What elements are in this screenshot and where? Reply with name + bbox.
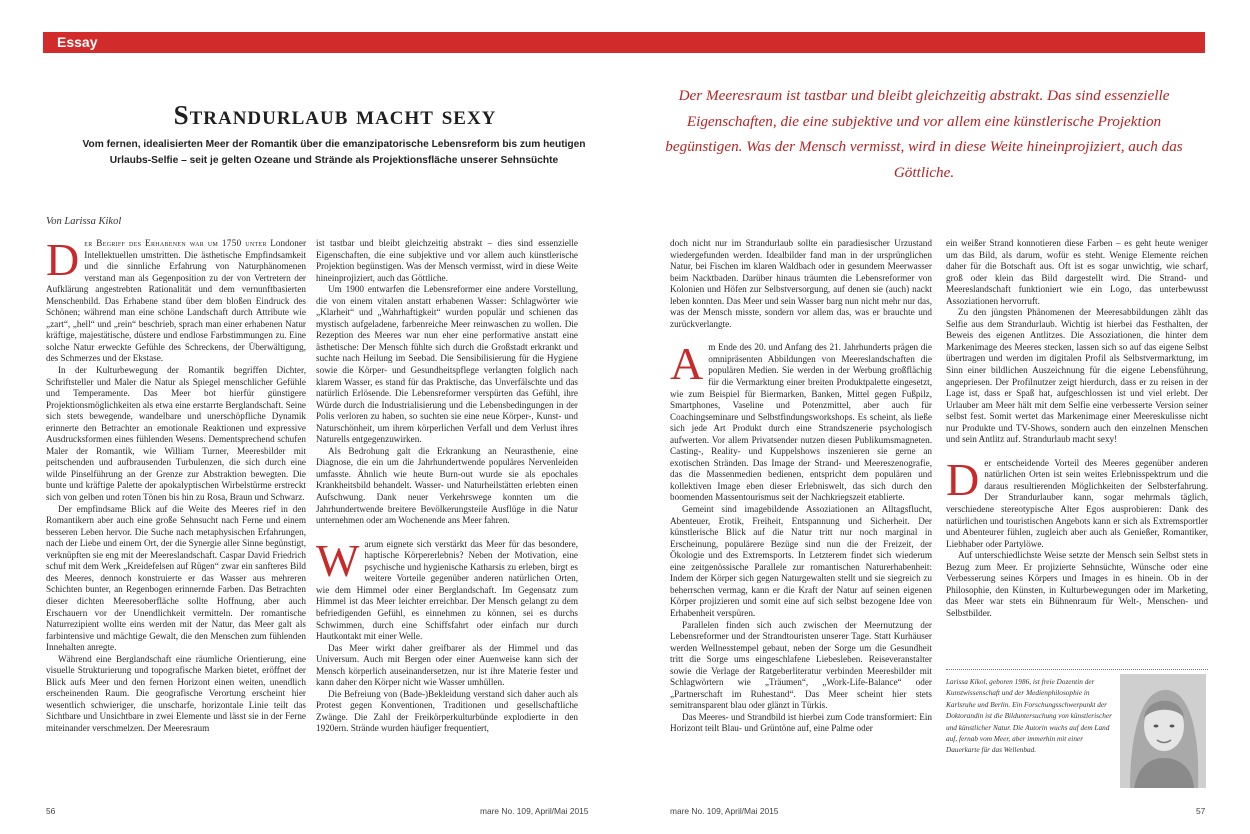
pull-quote: Der Meeresraum ist tastbar und bleibt gleichzeitig abstrakt. Das sind essenzielle Eigenschaften, die eine subjektive und vor allem eine künstlerische Projektion begünstigen. Was der Mensch vermisst, wird in diese Weite hineinprojiziert, auch das Göttliche. [665, 87, 1183, 181]
paragraph [46, 238, 306, 365]
paragraph: In der Kulturbewegung der Romantik begriffen Dichter, Schriftsteller und Maler die Natur als Spiegel menschlicher Gefühle und Temperamente. Das Meer bot hierfür günstigere Projektionsmöglichkeiten als etwa eine erstarrte Berglandschaft. Seine sich stets bewegende, wandelbare und unerschöpfliche Dynamik erinnerte den Betrachter an emotionale Reaktionen und expressive Ausdrucksformen eines fühlenden Wesens. Dementsprechend schufen Maler der Romantik, wie William Turner, Meeresbilder mit peitschenden und aufbrausenden Turbulenzen, die sich durch eine wilde Pinselführung an der Grenze zur Abstraktion bewegten. Die bunte und kräftige Palette der apokalyptischen Wirbelstürme erstreckt sich von gelben und roten Tönen bis hin zu Rosa, Braun und Schwarz. [46, 365, 306, 503]
drop-cap: D [946, 453, 980, 505]
text-column-3 [670, 238, 932, 798]
paragraph: Das Meeres- und Strandbild ist hierbei zum Code transformiert: Ein Horizont teilt Blau- und Grüntöne auf, eine Palme oder [670, 711, 932, 734]
paragraph: Die Befreiung von (Bade-)Bekleidung verstand sich daher auch als Protest gegen Konventionen, Traditionen und gesellschaftliche Zwänge. Die Zahl der Freikörperkulturbünde explodierte in den 1920ern. Strände wurden häufiger frequentiert, [316, 688, 578, 734]
drop-cap: W [316, 534, 360, 586]
paragraph: Auf unterschiedlichste Weise setzte der Mensch sein Selbst stets in Bezug zum Meer. Er projizierte Sehnsüchte, Wünsche oder eine Verbesserung seines Körpers und Images in es hinein. Ob in der Philosophie, den Künsten, in Kulturbewegungen oder im Marketing, das Meer war stets ein Bühnenraum für Welt-, Menschen- und Selbstbilder. [946, 550, 1208, 618]
paragraph [670, 338, 932, 504]
paragraph: ein weißer Strand konnotieren diese Farben – es geht heute weniger um das Bild, als darum, wofür es steht. Wenige Elemente reichen daher für die Botschaft aus. Oft ist es sogar unwichtig, wie scharf, groß oder klein das Bild dargestellt wird. Die Strand- und Meereslandschaft funktioniert wie ein Logo, das unterbewusst Assoziationen hervorruft. [946, 238, 1208, 306]
author-photo [1120, 674, 1206, 788]
article-subtitle: Vom fernen, idealisierten Meer der Romantik über die emanzipatorische Lebensreform bis zum heutigen Urlaubs-Selfie – seit je gelten Ozeane und Strände als Projektionsfläche unserer Sehnsüchte [82, 139, 586, 166]
lead-in: er Begriff des Erhabenen war um 1750 unter [84, 238, 267, 248]
drop-cap: D [46, 238, 80, 285]
section-header-bar [43, 32, 1205, 53]
text-column-1 [46, 238, 306, 798]
paragraph: Das Meer wirkt daher greifbarer als der Himmel und das Universum. Auch mit Bergen oder einer Auenweise kann sich der Mensch körperlich auseinandersetzen, nur ist ihre Materie fester und kann daher den Körper nicht wie Wasser umhüllen. [316, 642, 578, 688]
text-column-2 [316, 238, 578, 798]
author-bio: Larissa Kikol, geboren 1986, ist freie Dozentin der Kunstwissenschaft und der Medienphilosophie in Karlsruhe und Berlin. Ein Forschungsschwerpunkt der Doktorandin ist die Bilduntersuchung von künstlerischer und künstlicher Natur. Die Autorin wuchs auf dem Land auf, fernab vom Meer, aber immerhin mit einer Dauerkarte für das Wellenbad. [946, 677, 1112, 755]
page-number-left: 56 [46, 806, 56, 816]
paragraph: Um 1900 entwarfen die Lebensreformer eine andere Vorstellung, die von einem vitalen anstatt erhabenen Wasser: Schlagwörter wie „Klarheit“ und „Wahrhaftigkeit“ wurden populär und schienen das mystisch aufgeladene, farbenreiche Meer reinwaschen zu wollen. Die Rezeption des Meeres war nun eher eine performative anstatt eine ästhetische: Der Mensch fühlte sich durch die Großstadt erkrankt und suchte nach Heilung im Seebad. Die Sensibilisierung für die Hygiene sowie die Körper- und Gesundheitspflege verlangten folglich nach klarem Wasser, es stand für das Praktische, das Unverfälschte und das natürlich Erlösende. Die Lebensreformer verspürten das Gefühl, ihre Würde durch die Industrialisierung und die Lebensbedingungen in der Polis verloren zu haben, so suchten sie eine neue Körper-, Kunst- und Naturschönheit, um ihrem körperlichen Verfall und dem Verlust ihres Naturells entgegenzuwirken. [316, 284, 578, 445]
paragraph: Der empfindsame Blick auf die Weite des Meeres rief in den Romantikern aber auch eine große Sehnsucht nach Ferne und einem besseren Leben hervor. Die Suche nach metaphysischen Erfahrungen, nach der Liebe und einem Ort, der die Synergie aller Sinne begünstigt, verknüpften sie eng mit der Meereslandschaft. Caspar David Friedrich schuf mit dem Werk „Kreidefelsen auf Rügen“ zwar ein sanfteres Bild des Meeres, dennoch konstruierte er das Wasser aus mehreren Schichten bunter, an Regenbogen erinnernde Farben. Das Betrachten dieser dichten Meeresoberfläche sollte Hoffnung, aber auch Erschauern vor der Unendlichkeit vermitteln. Der romantische Naturrezipient wollte eins werden mit der Natur, das Meer galt als farbintensive und mächtige Gewalt, die den Menschen zum fühlenden Innehalten anregte. [46, 503, 306, 653]
paragraph-text: m Ende des 20. und Anfang des 21. Jahrhunderts prägen die omnipräsenten Abbildungen von Meereslandschaften die populären Medien. Sie werden in der Werbung großflächig für die Vermarktung einer breiten Produktpalette eingesetzt, wie zum Beispiel für Biermarken, Banken, Mittel gegen Fußpilz, Smartphones, Vaseline und Potenzmittel, aber auch für Coachingseminare und Selbstfindungsworkshops. Es scheint, als ließe sich jede Art Produkt durch eine Strandszenerie psychologisch aufwerten. Vor allem Privatsender nutzen diesen Publikumsmagneten. Casting-, Reality- und Kuppelshows inszenieren sie gerne an exotischen Stränden. Das Image der Strand- und Meereszenografie, das die Massenmedien bedienen, entspricht dem populären und kollektiven Image eben dieser Erlebniswelt, das sich durch den boomenden Massentourismus seit der Nachkriegszeit etablierte. [670, 342, 932, 503]
page-number-right: 57 [1196, 806, 1206, 816]
paragraph [316, 534, 578, 643]
article-title: Strandurlaub macht sexy [173, 100, 497, 130]
section-label: Essay [57, 34, 98, 50]
paragraph: Parallelen finden sich auch zwischen der Meernutzung der Lebensreformer und der Strandtouristen unserer Tage. Statt Kurhäuser werden Wellnesstempel gebaut, neben der Sorge um die Gesundheit tritt die Sorge ums eingeschlafene Liebesleben. Reiseveranstalter sowie die Verlage der Ratgeberliteratur verbinden Meeresbilder mit Schlagwörtern wie „Träumen“, „Work-Life-Balance“ oder „Partnerschaft im Ruhestand“. Das Meer scheint hier stets semitransparent blau oder glänzt in Türkis. [670, 619, 932, 711]
paragraph: ist tastbar und bleibt gleichzeitig abstrakt – dies sind essenzielle Eigenschaften, die eine subjektive und vor allem auch künstlerische Projektion begünstigen. Was der Mensch vermisst, wird in diese Weite hineinprojiziert, auch das Göttliche. [316, 238, 578, 283]
paragraph: Als Bedrohung galt die Erkrankung an Neurasthenie, eine Diagnose, die ein um die Jahrhundertwende populäres Nervenleiden umfasste. Ähnlich wie heute Burn-out wurde sie als epochales Krankheitsbild behandelt. Wasser- und Naturheilstätten erlebten einen Aufschwung. Dank neuer Verkehrswege konnten um die Jahrhundertwende breitere Bevölkerungsteile Ausflüge in die Natur unternehmen oder am Wochenende ans Meer fahren. [316, 445, 578, 526]
byline: Von Larissa Kikol [46, 216, 122, 227]
paragraph: doch nicht nur im Strandurlaub sollte ein paradiesischer Urzustand wiedergefunden werden. Idealbilder fand man in der ursprünglichen Natur, bei Fischen im klaren Waldbach oder in gesundem Meerwasser beim Nacktbaden. Darüber hinaus träumten die Lebensreformer von Kolonien und Höfen zur Selbstversorgung, auf denen sie (auch) nackt leben konnten. Das Meer und sein Wasser barg nun nicht mehr nur das, was der Mensch misste, sondern vor allem das, was er brauchte und zurückverlangte. [670, 238, 932, 329]
publication-info-right: mare No. 109, April/Mai 2015 [670, 806, 779, 816]
divider [946, 669, 1208, 670]
paragraph: Gemeint sind imagebildende Assoziationen an Alltagsflucht, Abenteuer, Erotik, Freiheit, Entspannung und Sicherheit. Der künstlerische Blick auf die Natur tritt nur noch marginal in Erscheinung, populärere Bezüge sind nun die der Freizeit, der Ökologie und des Extremsports. In Letzterem findet sich wiederum eine zeitgenössische Parallele zur romantischen Naturerhabenheit: Indem der Körper sich gegen Naturgewalten stellt und sie siegreich zu beherrschen vermag, kann er die Kraft der Natur auf seinen eigenen Körper projizieren und somit eine auf sich selbst bezogene Idee von Erhabenheit verspüren. [670, 504, 932, 618]
paragraph-text: er entscheidende Vorteil des Meeres gegenüber anderen natürlichen Orten ist sein weites Erlebnisspektrum und die daraus resultierenden Möglichkeiten der Selbsterfahrung. Der Strandurlauber kann, sogar mehrmals täglich, verschiedene stereotypische Alter Egos ausprobieren: Dank des natürlichen und touristischen Angebots kann er sich als Extremsportler und Abenteurer fühlen, zugleich aber auch als Genießer, Romantiker, Liebhaber oder Partylöwe. [946, 457, 1208, 549]
author-portrait-icon [1120, 674, 1206, 788]
text-column-4 [946, 238, 1208, 666]
paragraph-text: arum eignete sich verstärkt das Meer für das besondere, haptische Körpererlebnis? Neben der Motivation, eine psychische und hygienische Katharsis zu erleben, birgt es weitere Vorteile gegenüber anderen natürlichen Orten, wie dem Himmel oder einer Berglandschaft. Im Gegensatz zum Himmel ist das Meer leichter erreichbar. Der Mensch gelangt zu dem befriedigenden Gefühl, es einnehmen zu können, sei es durchs Schwimmen, durch eine Schiffsfahrt oder einfach nur durch Hautkontakt mit einer Welle. [316, 538, 578, 642]
publication-info-left: mare No. 109, April/Mai 2015 [480, 806, 589, 816]
paragraph: Während eine Berglandschaft eine räumliche Orientierung, eine visuelle Strukturierung und topografische Marken bietet, eröffnet der Blick aufs Meer und den fernen Horizont einen weiten, unendlich erscheinenden Raum. Die geografische Verortung erscheint hier wesentlich schwieriger, die unscharfe, horizontale Linie teilt das Sichtbare und Unsichtbare in zwei Elemente und lässt sie in der Ferne miteinander verschmelzen. Der Meeresraum [46, 653, 306, 733]
paragraph [946, 453, 1208, 550]
paragraph-text: Londoner Intellektuellen umstritten. Die ästhetische Empfindsamkeit und die sinnliche Erfahrung von Naturphänomenen verstand man als Gegenposition zu der von Vertretern der Aufklärung angestrebten Rationalität und dem vernunftbasierten Menschenbild. Das Erhabene stand über dem bloßen Eindruck des Schönen; während man eine schöne Landschaft durch Attribute wie „zart“, „hell“ und „rein“ beschrieb, sprach man einer erhabenen Natur kräftige, majestätische, düstere und endlose Farbstimmungen zu. Eine solche Natur erweckte Gefühle des Schreckens, der Überwältigung, des Schmerzes und der Ekstase. [46, 238, 306, 364]
drop-cap: A [670, 338, 704, 390]
paragraph: Zu den jüngsten Phänomenen der Meeresabbildungen zählt das Selfie aus dem Strandurlaub. Wichtig ist hierbei das Festhalten, der Beweis des eigenen Antlitzes. Die Assoziationen, die hinter dem Markenimage des Meeres stecken, lassen sich so auf das eigene Selbst übertragen und werden im digitalen Profil als Selbstvermarktung, im Sinn einer bildlichen Auszeichnung für die eigene Lebensführung, angepriesen. Der Profilnutzer zeigt hierdurch, dass er zu reisen in der Lage ist, dass er Spaß hat, aufgeschlossen ist und viel erlebt. Der Urlauber am Meer hält mit dem Selfie eine verbesserte Version seiner selbst fest. Somit wertet das Markenimage einer Meereskulisse nicht nur Produkte und TV-Shows, sondern auch den einzelnen Menschen und sein Antlitz auf. Strandurlaub macht sexy! [946, 307, 1208, 445]
